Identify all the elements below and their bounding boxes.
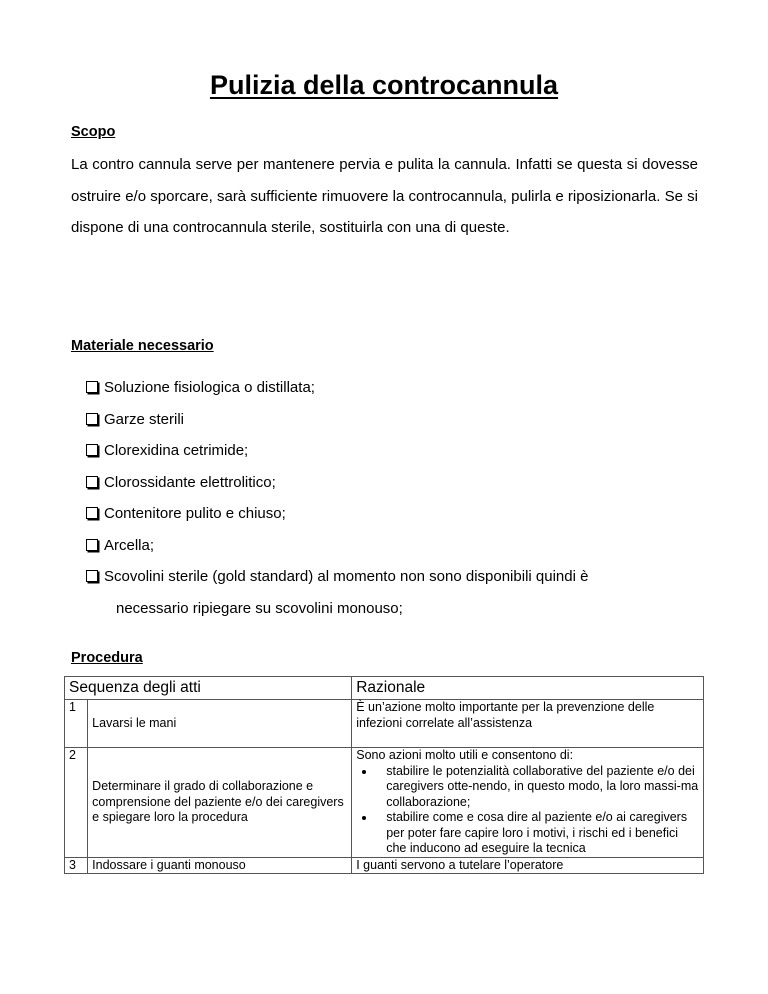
checkbox-icon: [86, 476, 98, 488]
table-row: [65, 700, 704, 748]
table-row: [65, 857, 704, 874]
step-action: Indossare i guanti monouso: [88, 857, 352, 874]
column-header-razionale: Razionale: [352, 677, 704, 700]
material-item: Clorossidante elettrolitico;: [86, 467, 706, 499]
section-heading-scopo: Scopo: [71, 124, 116, 140]
rationale-bullet-list: [356, 764, 699, 857]
checkbox-icon: [86, 413, 98, 425]
step-rationale: È un’azione molto importante per la prevenzione delle infezioni correlate all’assistenza: [352, 700, 704, 748]
material-item: Arcella;: [86, 530, 706, 562]
checkbox-icon: [86, 381, 98, 393]
column-header-sequenza: Sequenza degli atti: [65, 677, 352, 700]
procedure-table: [64, 676, 704, 874]
checkbox-icon: [86, 444, 98, 456]
material-item: Clorexidina cetrimide;: [86, 435, 706, 467]
table-row: [65, 748, 704, 858]
step-rationale: [352, 748, 704, 858]
step-action: Lavarsi le mani: [88, 700, 352, 748]
checkbox-icon: [86, 507, 98, 519]
material-item: Garze sterili: [86, 404, 706, 436]
table-header-row: [65, 677, 704, 700]
materials-list: [86, 372, 706, 624]
material-item: Scovolini sterile (gold standard) al momento non sono disponibili quindi è necessario ripiegare su scovolini monouso;: [86, 561, 706, 624]
checkbox-icon: [86, 570, 98, 582]
scopo-paragraph: La contro cannula serve per mantenere pervia e pulita la cannula. Infatti se questa si dovesse ostruire e/o sporcare, sarà sufficiente rimuovere la controcannula, pulirla e riposizionarla. Se si dispone di una controcannula sterile, sostituirla con una di queste.: [71, 156, 698, 236]
section-heading-materiale: Materiale necessario: [71, 338, 214, 354]
material-item: Contenitore pulito e chiuso;: [86, 498, 706, 530]
rationale-bullet: • stabilire le potenzialità collaborative del paziente e/o dei caregivers otte-nendo, in questo modo, la loro massi-ma collaborazione;: [376, 764, 699, 811]
section-heading-procedura: Procedura: [71, 650, 143, 666]
checkbox-icon: [86, 539, 98, 551]
step-number: 2: [65, 748, 88, 858]
rationale-bullet: • stabilire come e cosa dire al paziente e/o ai caregivers per poter fare capire loro i motivi, i rischi ed i benefici che inducono ad eseguire la tecnica: [376, 810, 699, 857]
step-action: Determinare il grado di collaborazione e comprensione del paziente e/o dei caregivers e spiegare loro la procedura: [88, 748, 352, 858]
document-title: Pulizia della controcannula: [209, 70, 559, 100]
step-number: 1: [65, 700, 88, 748]
material-item: Soluzione fisiologica o distillata;: [86, 372, 706, 404]
step-rationale: I guanti servono a tutelare l’operatore: [352, 857, 704, 874]
rationale-intro: Sono azioni molto utili e consentono di:: [356, 748, 574, 762]
step-number: 3: [65, 857, 88, 874]
